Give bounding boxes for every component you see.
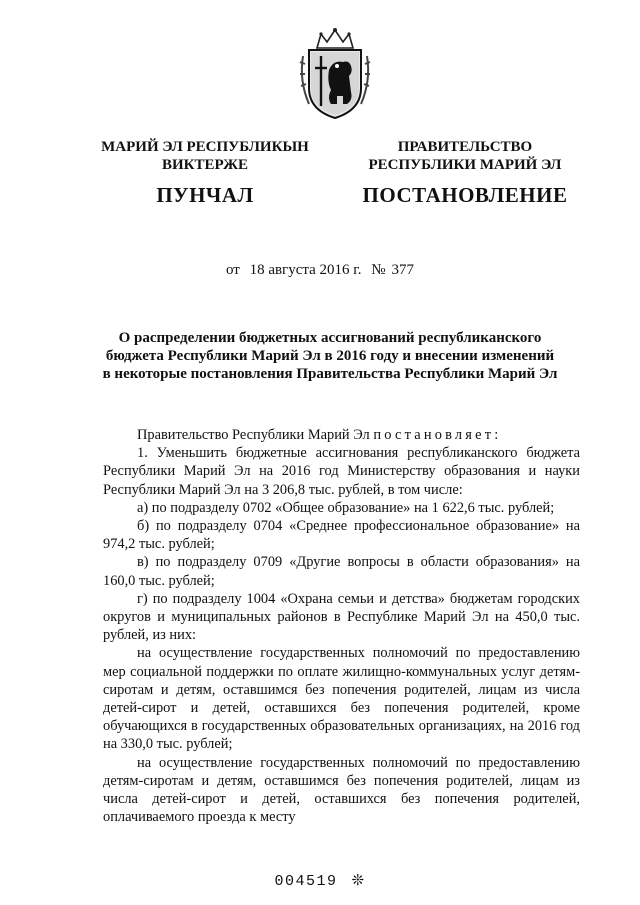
paragraph-g-item1: на осуществление государственных полномочий по предоставлению мер социальной поддержки по оплате жилищно-коммунальных услуг детям-сиротам и детям, оставшимся без попечения родителей, лицам из числа детей-сирот и детей, оставшихся без попечения родителей, кроме обучающихся в государственных образовательных организациях, на 2016 год на 330,0 тыс. рублей; — [103, 645, 580, 753]
title-line3: в некоторые постановления Правительства Республики Марий Эл — [102, 366, 558, 382]
number-label: № — [371, 262, 386, 278]
snowflake-mark-icon: ❊ — [351, 871, 366, 889]
header-left-line1: МАРИЙ ЭЛ РЕСПУБЛИКЫН — [101, 139, 309, 155]
paragraph-1: 1. Уменьшить бюджетные ассигнования республиканского бюджета Республики Марий Эл на 2016 год Министерству образования и науки Республики Марий Эл на 3 206,8 тыс. рублей, в том числе: — [103, 445, 580, 498]
date-line — [0, 262, 640, 279]
intro-subject: Правительство Республики Марий Эл — [137, 427, 370, 443]
header-right-doc-type: ПОСТАНОВЛЕНИЕ — [362, 183, 568, 207]
footer-serial — [0, 871, 640, 890]
header-right-line1: ПРАВИТЕЛЬСТВО — [397, 139, 533, 155]
paragraph-a: а) по подразделу 0702 «Общее образование» на 1 622,6 тыс. рублей; — [137, 499, 555, 516]
date-prefix: от — [225, 262, 240, 278]
paragraph-g-item2: на осуществление государственных полномочий по предоставлению детям-сиротам и детям, оставшимся без попечения родителей, лицам из числа детей-сирот и детей, оставшихся без попечения родителей, оплачиваемого проезда к месту — [103, 754, 580, 826]
document-number: 377 — [391, 262, 415, 278]
paragraph-b: б) по подразделу 0704 «Среднее профессиональное образование» на 974,2 тыс. рублей; — [103, 518, 580, 553]
header-left-block — [100, 138, 310, 208]
header-left-line2: ВИКТЕРЖЕ — [161, 157, 249, 173]
document-title — [80, 329, 580, 383]
header-right-line2: РЕСПУБЛИКИ МАРИЙ ЭЛ — [368, 157, 562, 173]
title-line2: бюджета Республики Марий Эл в 2016 году и внесении изменений — [105, 348, 555, 364]
paragraph-v: в) по подразделу 0709 «Другие вопросы в области образования» на 160,0 тыс. рублей; — [103, 554, 580, 589]
paragraph-g: г) по подразделу 1004 «Охрана семьи и детства» бюджетам городских округов и муниципальных районов в Республике Марий Эл на 450,0 тыс. рублей, из них: — [103, 590, 580, 644]
header-right-block — [350, 138, 580, 208]
intro-paragraph — [103, 426, 580, 444]
intro-verb: постановляет: — [373, 427, 502, 443]
document-date: 18 августа 2016 г. — [249, 262, 362, 278]
coat-of-arms-icon — [297, 26, 373, 122]
document-body — [103, 426, 580, 826]
serial-number: 004519 — [274, 873, 338, 890]
header-left-doc-type: ПУНЧАЛ — [156, 183, 254, 207]
title-line1: О распределении бюджетных ассигнований республиканского — [118, 330, 542, 346]
